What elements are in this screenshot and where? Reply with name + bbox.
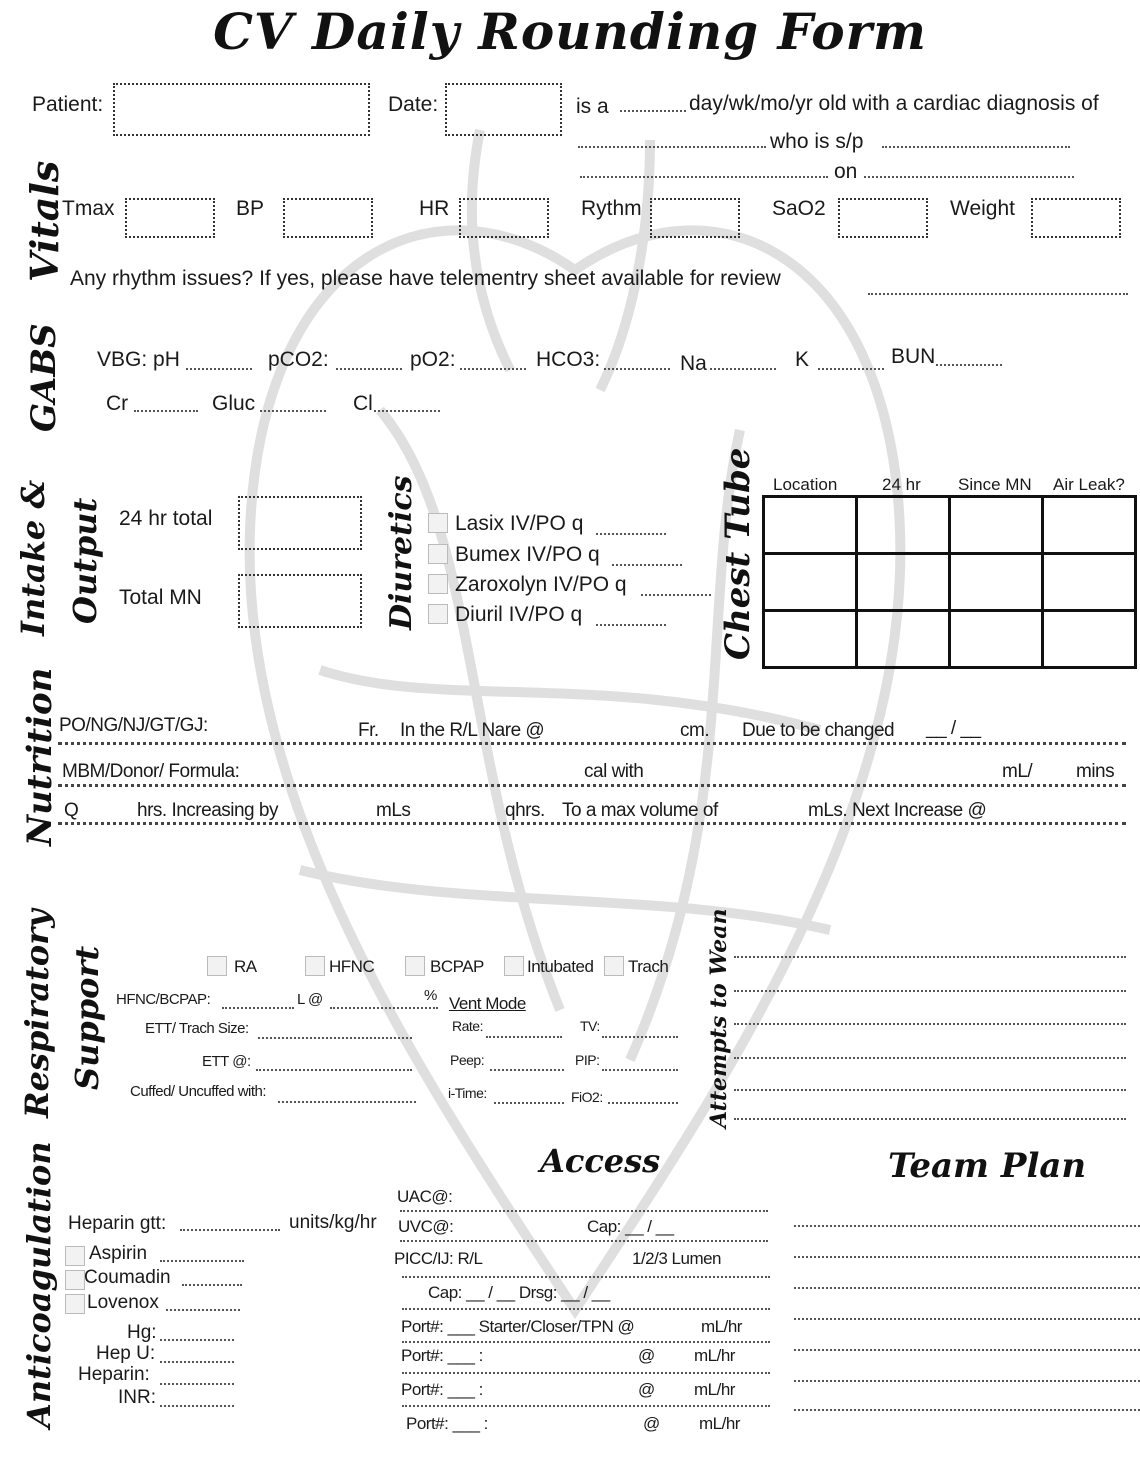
wean-line-6[interactable] [734, 1118, 1126, 1120]
io-section-label-line2: Output [66, 497, 104, 624]
port2-label: Port#: ___ : [401, 1346, 483, 1365]
nare-label: In the R/L Nare @ [400, 720, 545, 741]
lovenox-checkbox[interactable] [65, 1294, 85, 1314]
peep-blank[interactable] [490, 1069, 564, 1071]
ph-blank[interactable] [186, 368, 252, 370]
lumen-label: 1/2/3 Lumen [632, 1249, 722, 1268]
ett-size-label: ETT/ Trach Size: [145, 1020, 249, 1037]
table-cell[interactable] [1043, 497, 1136, 554]
coumadin-checkbox[interactable] [65, 1270, 85, 1290]
lasix-blank[interactable] [596, 533, 666, 535]
hfnc-fio2-blank[interactable] [330, 1007, 438, 1009]
team-plan-line-3[interactable] [794, 1287, 1140, 1289]
total24-field[interactable] [238, 496, 362, 550]
wean-line-4[interactable] [734, 1057, 1126, 1059]
weight-label: Weight [950, 197, 1015, 220]
pco2-label: pCO2: [268, 348, 329, 371]
k-blank[interactable] [818, 368, 884, 370]
patient-label: Patient: [32, 93, 104, 116]
trach-checkbox[interactable] [604, 956, 624, 976]
hg-blank[interactable] [160, 1339, 234, 1341]
age-text: day/wk/mo/yr old with a cardiac diagnosis of [689, 92, 1099, 115]
bcpap-label: BCPAP [430, 957, 484, 976]
cap-drsg-line[interactable] [402, 1308, 770, 1310]
patient-field[interactable] [113, 83, 370, 136]
hfnc-flow-blank[interactable] [222, 1007, 294, 1009]
zaroxolyn-blank[interactable] [641, 594, 711, 596]
pip-blank[interactable] [602, 1069, 678, 1071]
lasix-checkbox[interactable] [428, 513, 448, 533]
coumadin-blank[interactable] [182, 1284, 242, 1286]
cal-with-label: cal with [584, 761, 644, 782]
fio2-label: FiO2: [571, 1089, 603, 1105]
hfnc-bcpap-label: HFNC/BCPAP: [116, 991, 211, 1008]
diuril-blank[interactable] [596, 624, 666, 626]
age-blank[interactable] [620, 110, 686, 112]
hr-field[interactable] [459, 198, 549, 238]
rate-label: Rate: [452, 1018, 483, 1034]
table-row [764, 497, 1136, 554]
table-row [764, 611, 1136, 668]
hco3-blank[interactable] [604, 368, 670, 370]
ett-size-blank[interactable] [258, 1037, 412, 1039]
hr-label: HR [419, 197, 450, 220]
diuril-label: Diuril IV/PO q [455, 603, 583, 626]
aspirin-label: Aspirin [89, 1243, 148, 1264]
table-cell[interactable] [857, 611, 950, 668]
date-field[interactable] [445, 83, 562, 136]
sao2-field[interactable] [838, 198, 928, 238]
uac-label: UAC@: [397, 1187, 453, 1206]
access-section-label: Access [540, 1142, 661, 1180]
aspirin-checkbox[interactable] [65, 1246, 85, 1266]
rhythm-label: Rythm [581, 197, 642, 220]
rhythm-issues-blank[interactable] [868, 293, 1128, 295]
team-plan-line-4[interactable] [794, 1318, 1140, 1320]
fio2-blank[interactable] [608, 1102, 678, 1104]
itime-blank[interactable] [494, 1102, 564, 1104]
bun-blank[interactable] [936, 364, 1002, 366]
units-label: units/kg/hr [289, 1212, 377, 1233]
wean-section-label: Attempts to Wean [706, 908, 732, 1128]
na-label: Na [680, 352, 707, 375]
cuffed-label: Cuffed/ Uncuffed with: [130, 1083, 267, 1100]
trach-label: Trach [628, 957, 669, 976]
table-cell[interactable] [950, 554, 1043, 611]
port2-mlhr: mL/hr [694, 1346, 735, 1365]
zaroxolyn-checkbox[interactable] [428, 574, 448, 594]
wean-line-2[interactable] [734, 990, 1126, 992]
heparin-level-blank[interactable] [160, 1383, 234, 1385]
qhrs-label: qhrs. [505, 800, 545, 821]
pco2-blank[interactable] [336, 368, 402, 370]
ett-at-label: ETT @: [202, 1053, 251, 1070]
total-mn-label: Total MN [119, 586, 202, 609]
table-cell[interactable] [764, 554, 857, 611]
uac-line[interactable] [400, 1210, 768, 1212]
diuretics-section-label: Diuretics [384, 475, 419, 630]
hfnc-checkbox[interactable] [305, 956, 325, 976]
sp-blank[interactable] [882, 146, 1070, 148]
io-section-label-line1: Intake & [14, 479, 52, 636]
bp-field[interactable] [283, 198, 373, 238]
respiratory-section-label-line1: Respiratory [18, 909, 56, 1118]
lovenox-blank[interactable] [166, 1309, 240, 1311]
table-cell[interactable] [1043, 554, 1136, 611]
table-cell[interactable] [764, 497, 857, 554]
uvc-label: UVC@: [398, 1217, 454, 1236]
sp-label: who is s/p [770, 130, 864, 153]
nutrition-line-2[interactable] [58, 784, 1126, 787]
cl-label: Cl [353, 392, 373, 415]
cap-drsg-label: Cap: __ / __ Drsg: __ / __ [428, 1283, 610, 1302]
total-mn-field[interactable] [238, 574, 362, 628]
heparin-gtt-label: Heparin gtt: [68, 1213, 167, 1234]
ct-header-location: Location [773, 475, 838, 494]
table-cell[interactable] [764, 611, 857, 668]
port3-mlhr: mL/hr [694, 1380, 735, 1399]
picc-line[interactable] [402, 1276, 770, 1278]
chest-tube-section-label: Chest Tube [718, 447, 758, 660]
cr-blank[interactable] [134, 410, 198, 412]
na-blank[interactable] [710, 368, 776, 370]
tv-label: TV: [580, 1018, 600, 1034]
date-label: Date: [388, 93, 439, 116]
table-cell[interactable] [950, 497, 1043, 554]
tmax-label: Tmax [62, 197, 115, 220]
bumex-checkbox[interactable] [428, 544, 448, 564]
table-cell[interactable] [857, 497, 950, 554]
intubated-checkbox[interactable] [504, 956, 524, 976]
cr-label: Cr [106, 392, 129, 415]
inr-blank[interactable] [160, 1405, 234, 1407]
gluc-label: Gluc [212, 392, 256, 415]
port4-mlhr: mL/hr [699, 1414, 740, 1433]
port3-label: Port#: ___ : [401, 1380, 483, 1399]
rhythm-field[interactable] [650, 198, 740, 238]
due-label: Due to be changed [742, 720, 895, 741]
cuffed-blank[interactable] [278, 1101, 416, 1103]
percent-label: % [424, 987, 437, 1004]
l-at-label: L @ [297, 991, 323, 1008]
next-increase-label: mLs. Next Increase @ [808, 800, 987, 821]
po2-blank[interactable] [460, 368, 526, 370]
nutrition-line-1[interactable] [58, 742, 1126, 745]
gabs-section-label: GABS [24, 323, 64, 432]
port2-line[interactable] [402, 1372, 770, 1374]
heparin-level-label: Heparin: [78, 1364, 150, 1385]
is-a-label: is a [576, 95, 609, 118]
hep-u-label: Hep U: [96, 1343, 156, 1364]
gluc-blank[interactable] [260, 410, 326, 412]
lasix-label: Lasix IV/PO q [455, 512, 584, 535]
bumex-label: Bumex IV/PO q [455, 543, 600, 566]
on-blank[interactable] [864, 176, 1074, 178]
team-plan-line-5[interactable] [794, 1349, 1140, 1351]
ra-checkbox[interactable] [207, 956, 227, 976]
coumadin-label: Coumadin [84, 1267, 171, 1288]
picc-label: PICC/IJ: R/L [394, 1249, 483, 1268]
inr-label: INR: [118, 1387, 156, 1408]
ra-label: RA [234, 957, 257, 976]
wean-line-5[interactable] [734, 1089, 1126, 1091]
cl-blank[interactable] [374, 410, 440, 412]
uvc-line[interactable] [400, 1240, 768, 1242]
respiratory-section-label-line2: Support [68, 945, 106, 1090]
itime-label: i-Time: [448, 1085, 487, 1101]
bp-label: BP [236, 197, 265, 220]
intubated-label: Intubated [527, 957, 594, 976]
hep-u-blank[interactable] [160, 1361, 234, 1363]
sao2-label: SaO2 [772, 197, 826, 220]
ct-header-24hr: 24 hr [882, 475, 921, 494]
max-volume-label: To a max volume of [562, 800, 718, 821]
route-label: PO/NG/NJ/GT/GJ: [59, 715, 208, 736]
team-plan-line-2[interactable] [794, 1256, 1140, 1258]
on-label: on [834, 160, 858, 183]
port1-mlhr: mL/hr [701, 1317, 742, 1336]
page-title: CV Daily Rounding Form [213, 2, 927, 61]
rhythm-question: Any rhythm issues? If yes, please have telementry sheet available for review [70, 267, 781, 290]
nutrition-line-3[interactable] [58, 822, 1126, 825]
pip-label: PIP: [575, 1052, 600, 1068]
uvc-cap-label: Cap: __ / __ [587, 1217, 674, 1236]
hg-label: Hg: [127, 1322, 157, 1343]
ett-at-blank[interactable] [256, 1069, 412, 1071]
mls-label: mLs [376, 800, 411, 821]
team-plan-line-7[interactable] [794, 1409, 1140, 1411]
mins-label: mins [1076, 761, 1115, 782]
diagnosis-blank[interactable] [578, 146, 766, 148]
aspirin-blank[interactable] [160, 1260, 244, 1262]
port2-at: @ [638, 1346, 655, 1365]
vent-mode-label: Vent Mode [449, 994, 526, 1013]
chest-tube-table [762, 495, 1137, 669]
anticoagulation-section-label: Anticoagulation [20, 1141, 58, 1428]
port4-at: @ [643, 1414, 660, 1433]
zaroxolyn-label: Zaroxolyn IV/PO q [455, 573, 627, 596]
po2-label: pO2: [410, 348, 456, 371]
formula-label: MBM/Donor/ Formula: [62, 761, 240, 782]
port4-label: Port#: ___ : [406, 1414, 488, 1433]
vbg-ph-label: VBG: pH [97, 348, 180, 371]
ct-header-air-leak: Air Leak? [1053, 475, 1125, 494]
team-plan-line-1[interactable] [794, 1225, 1140, 1227]
due-blank[interactable]: __ / __ [926, 718, 981, 739]
hfnc-mode-label: HFNC [329, 957, 375, 976]
fr-label: Fr. [358, 720, 379, 741]
hco3-label: HCO3: [536, 348, 601, 371]
port3-at: @ [638, 1380, 655, 1399]
cm-label: cm. [680, 720, 710, 741]
k-label: K [795, 348, 810, 371]
lovenox-label: Lovenox [87, 1292, 159, 1313]
hrs-increasing-label: hrs. Increasing by [137, 800, 278, 821]
diuril-checkbox[interactable] [428, 604, 448, 624]
table-row [764, 554, 1136, 611]
port1-label: Port#: ___ Starter/Closer/TPN @ [401, 1317, 635, 1336]
ct-header-since-mn: Since MN [958, 475, 1032, 494]
tv-blank[interactable] [602, 1036, 678, 1038]
total24-label: 24 hr total [119, 507, 213, 530]
table-cell[interactable] [857, 554, 950, 611]
procedure-blank[interactable] [580, 176, 828, 178]
peep-label: Peep: [450, 1052, 485, 1068]
port1-line[interactable] [402, 1341, 770, 1343]
team-plan-line-6[interactable] [794, 1380, 1140, 1382]
heparin-gtt-blank[interactable] [180, 1229, 280, 1231]
wean-line-3[interactable] [734, 1023, 1126, 1025]
bumex-blank[interactable] [612, 564, 682, 566]
weight-field[interactable] [1031, 198, 1121, 238]
wean-line-1[interactable] [734, 956, 1126, 958]
tmax-field[interactable] [125, 198, 215, 238]
team-plan-section-label: Team Plan [888, 1146, 1087, 1186]
table-cell[interactable] [1043, 611, 1136, 668]
rate-blank[interactable] [486, 1036, 562, 1038]
vitals-section-label: Vitals [22, 160, 67, 282]
bun-label: BUN [891, 345, 936, 368]
bcpap-checkbox[interactable] [405, 956, 425, 976]
nutrition-section-label: Nutrition [20, 667, 60, 846]
table-cell[interactable] [950, 611, 1043, 668]
port3-line[interactable] [402, 1405, 770, 1407]
q-label: Q [64, 800, 79, 821]
ml-per-label: mL/ [1002, 761, 1033, 782]
